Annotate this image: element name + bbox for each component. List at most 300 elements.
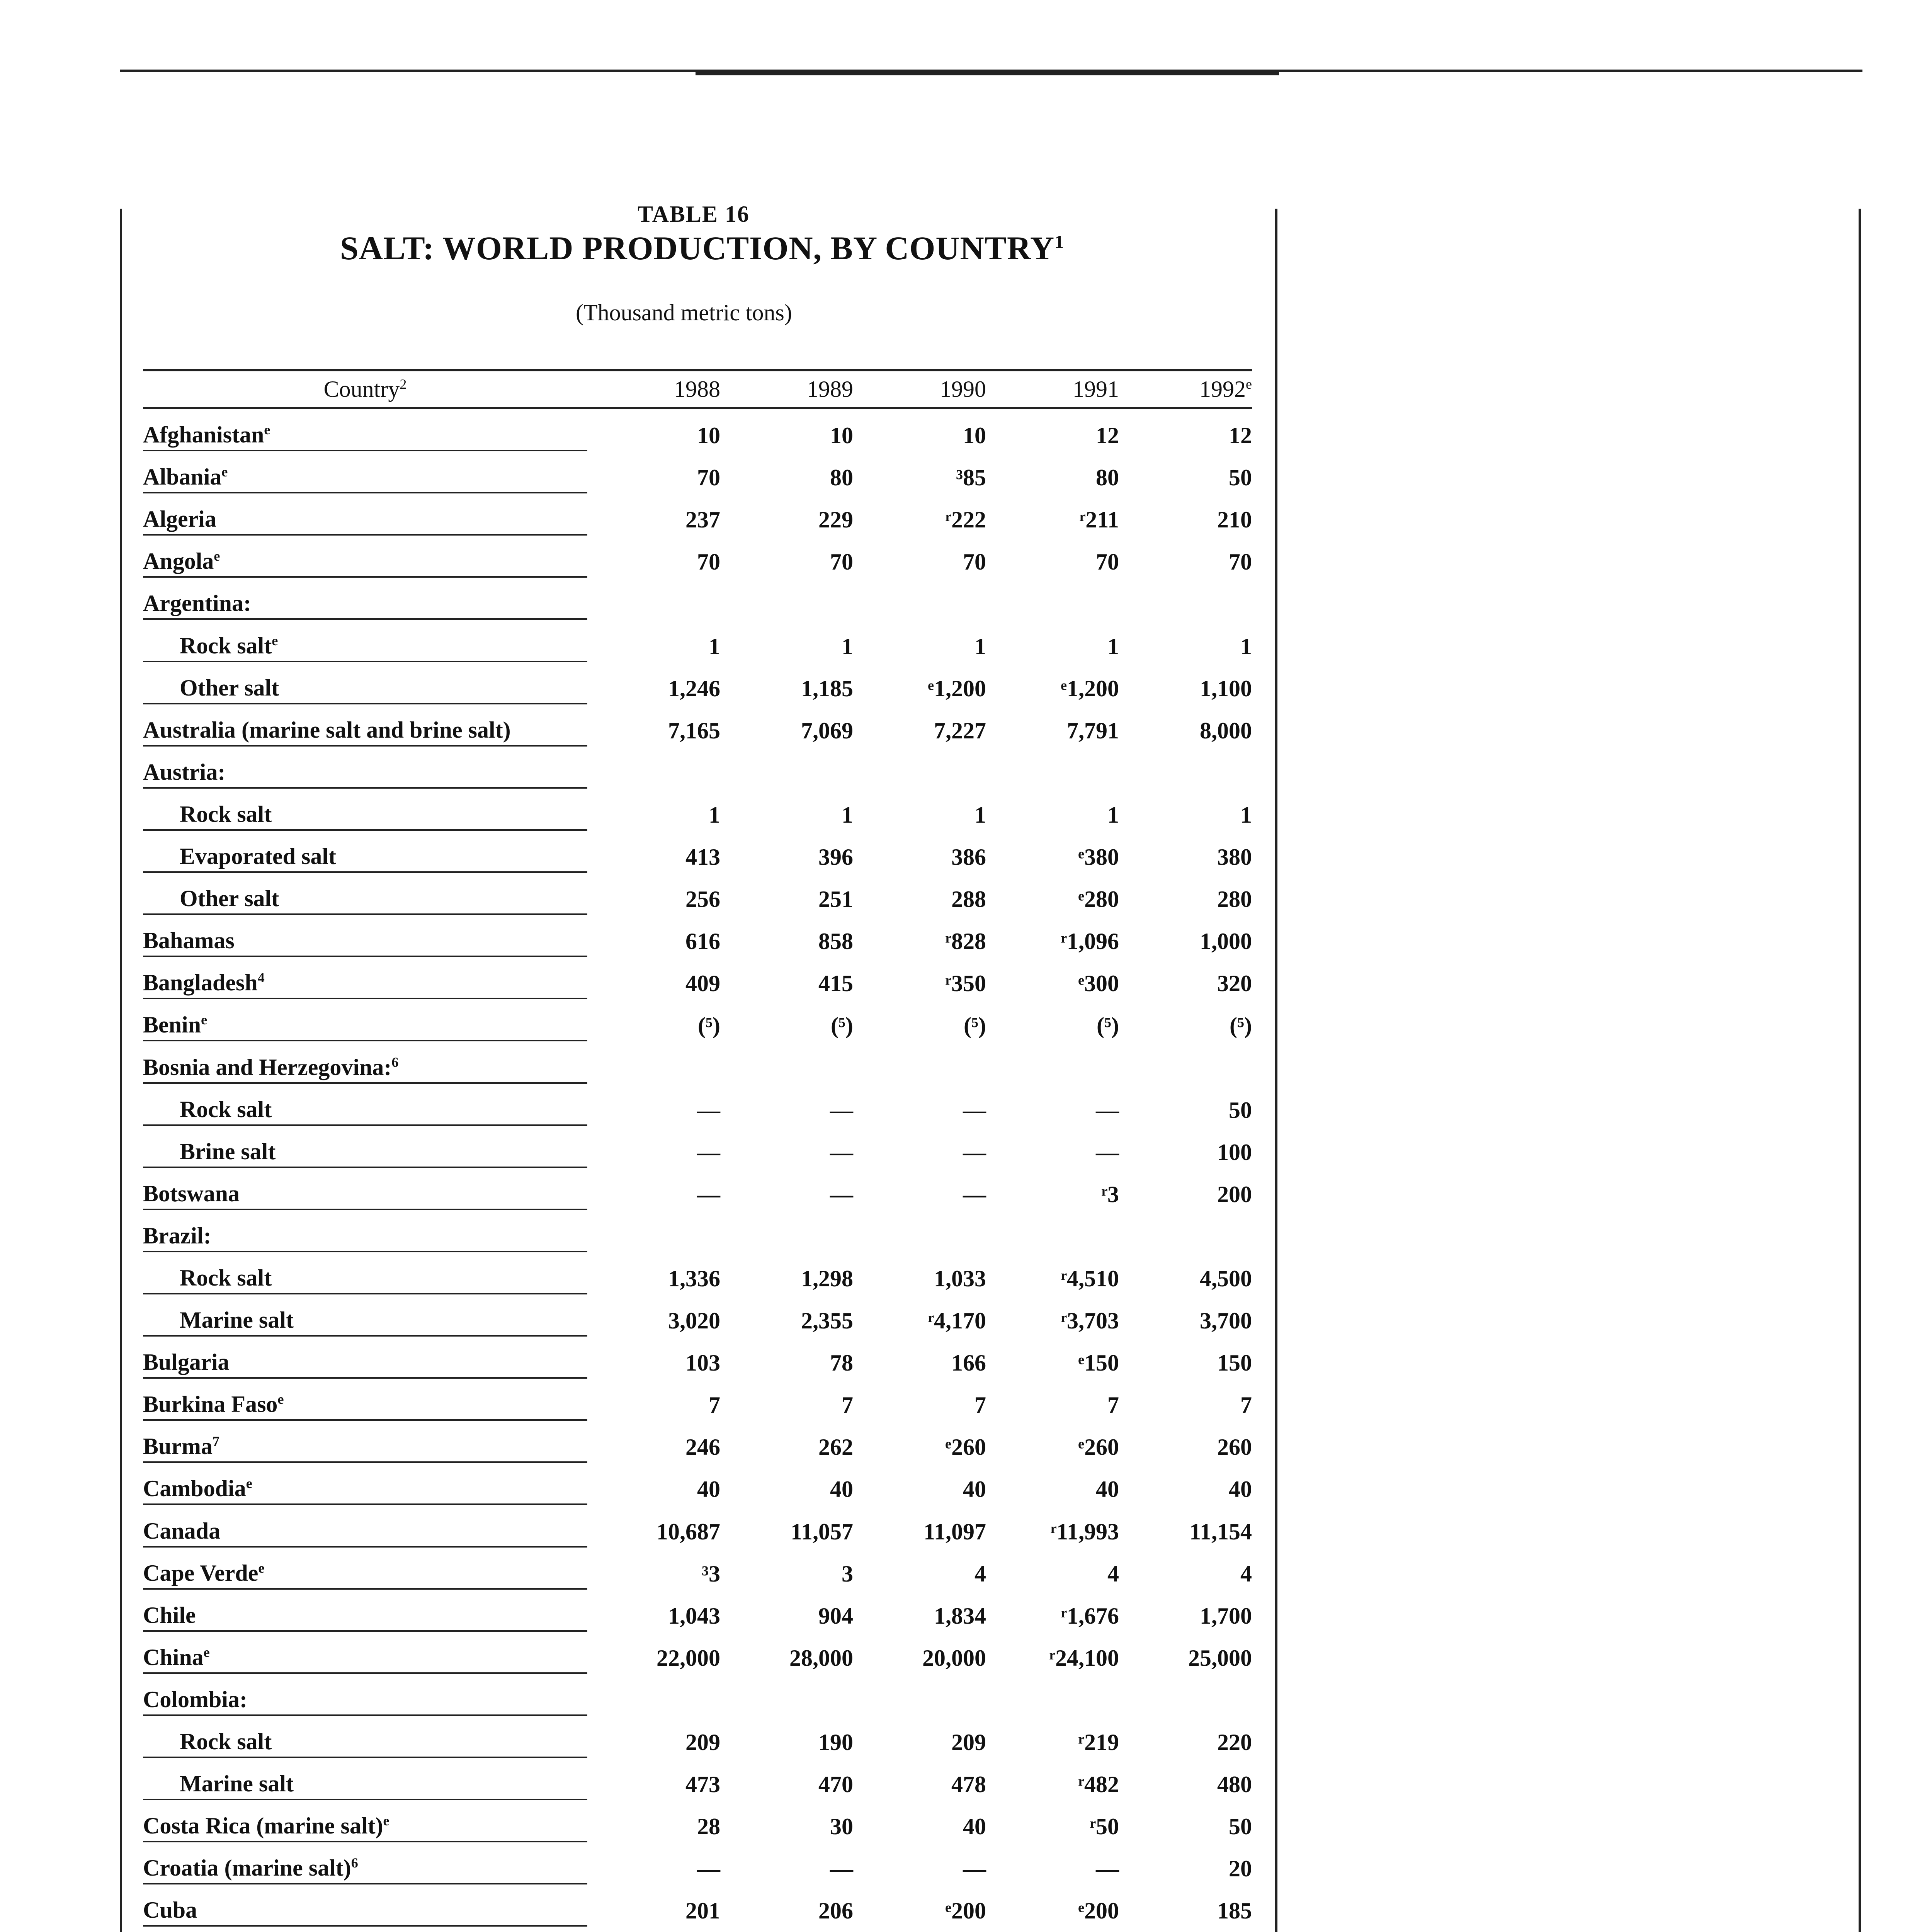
- table-row: [143, 1926, 1252, 1932]
- table-row: [143, 619, 1252, 661]
- value-cell: 1,246: [668, 675, 720, 701]
- value-cell: 209: [951, 1730, 986, 1755]
- country-cell: [143, 451, 587, 493]
- table-row: [143, 662, 1252, 704]
- value-cell: 7: [1240, 1392, 1252, 1418]
- value-cell: 2,355: [801, 1308, 853, 1334]
- country-cell: [143, 746, 587, 788]
- value-cell: 1: [842, 633, 853, 659]
- value-cell: 1,043: [668, 1603, 720, 1629]
- value-cell: 100: [1217, 1139, 1252, 1165]
- country-name: Chile: [143, 1602, 196, 1628]
- table-row: [143, 1125, 1252, 1167]
- country-cell: [143, 914, 587, 956]
- value-cell: 10: [830, 423, 853, 449]
- value-cell: 616: [685, 929, 720, 954]
- salt-production-table: [143, 369, 1252, 1932]
- table-row: [143, 914, 1252, 956]
- value-cell: 50: [1229, 465, 1252, 491]
- value-cell: [986, 1926, 1119, 1932]
- value-cell: 8,000: [1200, 718, 1252, 743]
- value-cell: 260: [1217, 1434, 1252, 1460]
- value-cell: 70: [697, 465, 720, 491]
- table-row: [143, 1842, 1252, 1884]
- value-cell: [986, 1209, 1119, 1252]
- value-cell: 50: [1229, 1814, 1252, 1840]
- value-cell: 1: [842, 802, 853, 828]
- country-cell: [143, 1757, 587, 1799]
- table-header-row: [143, 370, 1252, 408]
- value-cell: 4: [1240, 1561, 1252, 1587]
- country-note: e: [277, 1391, 284, 1407]
- country-cell: [143, 788, 587, 830]
- value-cell: —: [963, 1856, 986, 1882]
- value-cell: [587, 1926, 720, 1932]
- value-cell: [853, 1041, 986, 1083]
- value-cell: [720, 577, 853, 619]
- value-cell: 201: [685, 1898, 720, 1924]
- country-name: Evaporated salt: [180, 844, 336, 869]
- value-cell: —: [963, 1181, 986, 1207]
- right-column-rule: [1859, 209, 1861, 1932]
- value-cell: —: [830, 1139, 853, 1165]
- value-cell: (⁵): [1230, 1013, 1252, 1039]
- column-header-country-note: 2: [400, 376, 407, 392]
- country-cell: [143, 1336, 587, 1378]
- country-cell: [143, 619, 587, 661]
- value-cell: 1: [709, 802, 720, 828]
- value-cell: 11,154: [1189, 1519, 1252, 1544]
- country-name: Benin: [143, 1012, 201, 1038]
- value-cell: —: [697, 1097, 720, 1123]
- country-name: Bangladesh: [143, 970, 258, 996]
- value-cell: ᵉ260: [1078, 1434, 1119, 1460]
- country-cell: [143, 535, 587, 577]
- value-cell: 20: [1229, 1856, 1252, 1882]
- value-cell: 209: [685, 1730, 720, 1755]
- country-note: 6: [391, 1054, 399, 1070]
- table-row: [143, 1294, 1252, 1336]
- country-cell: [143, 1167, 587, 1209]
- value-cell: 237: [685, 507, 720, 533]
- country-name: Angola: [143, 548, 214, 574]
- value-cell: 220: [1217, 1730, 1252, 1755]
- value-cell: [587, 746, 720, 788]
- value-cell: 7: [842, 1392, 853, 1418]
- country-name: Marine salt: [180, 1771, 294, 1797]
- value-cell: 1,185: [801, 675, 853, 701]
- country-cell: [143, 1926, 587, 1932]
- top-rule-accent: [696, 72, 1279, 75]
- value-cell: ᵉ1,200: [1061, 675, 1119, 701]
- value-cell: 1: [1107, 633, 1119, 659]
- column-header-year: 1988: [587, 370, 720, 408]
- column-header-year: 1990: [853, 370, 986, 408]
- middle-column-rule: [1275, 209, 1277, 1932]
- value-cell: [986, 577, 1119, 619]
- value-cell: 396: [818, 844, 853, 870]
- column-header-country-label: Country: [323, 376, 400, 402]
- value-cell: 3,020: [668, 1308, 720, 1334]
- value-cell: 70: [1229, 549, 1252, 575]
- country-note: 4: [257, 970, 265, 986]
- value-cell: 1,000: [1200, 929, 1252, 954]
- table-row: [143, 535, 1252, 577]
- value-cell: [1119, 1673, 1252, 1715]
- country-cell: [143, 1378, 587, 1420]
- value-cell: 256: [685, 886, 720, 912]
- country-name: Cape Verde: [143, 1560, 259, 1586]
- table-units: (Thousand metric tons): [576, 300, 792, 325]
- value-cell: —: [830, 1856, 853, 1882]
- value-cell: 7,227: [934, 718, 986, 743]
- table-row: [143, 493, 1252, 535]
- value-cell: 1,700: [1200, 1603, 1252, 1629]
- table-row: [143, 1884, 1252, 1926]
- value-cell: 4: [1107, 1561, 1119, 1587]
- value-cell: 3: [842, 1561, 853, 1587]
- country-name: Cambodia: [143, 1476, 246, 1502]
- country-name: Albania: [143, 464, 222, 490]
- value-cell: 10,687: [656, 1519, 720, 1544]
- value-cell: 22,000: [656, 1645, 720, 1671]
- country-cell: [143, 1125, 587, 1167]
- country-note: e: [214, 548, 220, 564]
- value-cell: 20,000: [922, 1645, 986, 1671]
- table-row: [143, 1336, 1252, 1378]
- country-cell: [143, 1673, 587, 1715]
- value-cell: ʳ3: [1101, 1181, 1119, 1207]
- value-cell: 473: [685, 1772, 720, 1798]
- country-cell: [143, 1252, 587, 1294]
- table-title: [340, 229, 1064, 267]
- country-cell: [143, 704, 587, 746]
- table-row: [143, 1631, 1252, 1673]
- table-row: [143, 1420, 1252, 1462]
- country-name: Algeria: [143, 506, 216, 532]
- country-name: Rock salt: [180, 633, 272, 658]
- table-row: [143, 1504, 1252, 1546]
- value-cell: 50: [1229, 1097, 1252, 1123]
- table-row: [143, 1673, 1252, 1715]
- value-cell: 4,500: [1200, 1265, 1252, 1291]
- value-cell: (⁵): [698, 1013, 720, 1039]
- value-cell: [853, 1926, 986, 1932]
- table-row: [143, 1757, 1252, 1799]
- value-cell: 25,000: [1188, 1645, 1252, 1671]
- value-cell: ʳ24,100: [1049, 1645, 1119, 1671]
- value-cell: —: [697, 1856, 720, 1882]
- value-cell: 7,791: [1067, 718, 1119, 743]
- value-cell: 1: [1240, 633, 1252, 659]
- country-name: Bahamas: [143, 928, 235, 954]
- country-name: Rock salt: [180, 801, 272, 827]
- value-cell: ʳ3,703: [1061, 1308, 1119, 1334]
- value-cell: —: [1096, 1097, 1119, 1123]
- country-note: 7: [213, 1434, 219, 1449]
- country-name: Burkina Faso: [143, 1391, 278, 1417]
- country-cell: [143, 1420, 587, 1462]
- country-name: Other salt: [180, 886, 279, 912]
- country-cell: [143, 956, 587, 998]
- value-cell: [1119, 577, 1252, 619]
- table-row: [143, 1167, 1252, 1209]
- value-cell: [587, 1041, 720, 1083]
- country-cell: [143, 1715, 587, 1757]
- country-name: Brine salt: [180, 1138, 276, 1164]
- value-cell: [986, 1041, 1119, 1083]
- value-cell: —: [963, 1139, 986, 1165]
- value-cell: 185: [1217, 1898, 1252, 1924]
- value-cell: ᵉ200: [1078, 1898, 1119, 1924]
- value-cell: 904: [818, 1603, 853, 1629]
- value-cell: —: [963, 1097, 986, 1123]
- value-cell: 190: [818, 1730, 853, 1755]
- country-cell: [143, 1504, 587, 1546]
- value-cell: 40: [963, 1476, 986, 1502]
- value-cell: (⁵): [964, 1013, 986, 1039]
- value-cell: [1119, 1926, 1252, 1932]
- value-cell: [1119, 746, 1252, 788]
- value-cell: ʳ482: [1078, 1772, 1119, 1798]
- table-row: [143, 872, 1252, 914]
- value-cell: 480: [1217, 1772, 1252, 1798]
- table-row: [143, 1715, 1252, 1757]
- country-name: Other salt: [180, 675, 279, 701]
- value-cell: 28,000: [789, 1645, 853, 1671]
- table-row: [143, 1378, 1252, 1420]
- column-header-country: [143, 370, 587, 408]
- country-name: Bosnia and Herzegovina:: [143, 1054, 392, 1080]
- country-name: Austria:: [143, 759, 226, 785]
- country-cell: [143, 1842, 587, 1884]
- value-cell: 7,069: [801, 718, 853, 743]
- country-name: Afghanistan: [143, 422, 264, 448]
- value-cell: 70: [697, 549, 720, 575]
- value-cell: ʳ350: [945, 971, 986, 997]
- country-name: Brazil:: [143, 1223, 211, 1248]
- table-title-text: SALT: WORLD PRODUCTION, BY COUNTRY: [340, 230, 1055, 267]
- value-cell: 1,033: [934, 1265, 986, 1291]
- country-cell: [143, 1799, 587, 1842]
- value-cell: [720, 1041, 853, 1083]
- value-cell: 70: [830, 549, 853, 575]
- value-cell: ᵉ300: [1078, 971, 1119, 997]
- value-cell: 409: [685, 971, 720, 997]
- value-cell: 70: [963, 549, 986, 575]
- country-cell: [143, 1209, 587, 1252]
- table-title-note: 1: [1054, 231, 1065, 252]
- table-row: [143, 830, 1252, 872]
- country-name: Croatia (marine salt): [143, 1855, 351, 1881]
- table-row: [143, 704, 1252, 746]
- country-name: Colombia:: [143, 1686, 247, 1712]
- value-cell: ᵉ260: [945, 1434, 986, 1460]
- value-cell: 415: [818, 971, 853, 997]
- value-cell: [587, 1673, 720, 1715]
- table-row: [143, 1083, 1252, 1125]
- value-cell: 1,100: [1200, 675, 1252, 701]
- value-cell: ᵉ1,200: [928, 675, 986, 701]
- value-cell: [720, 1209, 853, 1252]
- table-row: [143, 1589, 1252, 1631]
- value-cell: —: [697, 1181, 720, 1207]
- value-cell: 28: [697, 1814, 720, 1840]
- table-row: [143, 998, 1252, 1041]
- value-cell: 280: [1217, 886, 1252, 912]
- value-cell: 40: [830, 1476, 853, 1502]
- column-header-year-label: 1992: [1199, 376, 1246, 402]
- country-cell: [143, 830, 587, 872]
- value-cell: 1: [975, 633, 986, 659]
- country-cell: [143, 872, 587, 914]
- value-cell: [720, 1926, 853, 1932]
- country-note: e: [264, 422, 270, 438]
- value-cell: 80: [830, 465, 853, 491]
- value-cell: ʳ1,676: [1061, 1603, 1119, 1629]
- value-cell: ³85: [956, 465, 986, 491]
- country-cell: [143, 1547, 587, 1589]
- table-row: [143, 577, 1252, 619]
- value-cell: 1: [1240, 802, 1252, 828]
- value-cell: 262: [818, 1434, 853, 1460]
- value-cell: ʳ50: [1090, 1814, 1119, 1840]
- value-cell: 210: [1217, 507, 1252, 533]
- value-cell: ʳ222: [945, 507, 986, 533]
- table-row: [143, 1209, 1252, 1252]
- country-name: Rock salt: [180, 1729, 272, 1754]
- value-cell: 4: [975, 1561, 986, 1587]
- table-number: TABLE 16: [638, 201, 750, 227]
- value-cell: —: [1096, 1139, 1119, 1165]
- value-cell: 7: [975, 1392, 986, 1418]
- value-cell: [853, 577, 986, 619]
- value-cell: ʳ219: [1078, 1730, 1119, 1755]
- value-cell: 70: [1096, 549, 1119, 575]
- country-cell: [143, 662, 587, 704]
- country-name: Rock salt: [180, 1265, 272, 1291]
- value-cell: [853, 1673, 986, 1715]
- value-cell: 478: [951, 1772, 986, 1798]
- value-cell: 229: [818, 507, 853, 533]
- country-cell: [143, 1041, 587, 1083]
- value-cell: 12: [1096, 423, 1119, 449]
- value-cell: 1,298: [801, 1265, 853, 1291]
- value-cell: 320: [1217, 971, 1252, 997]
- country-name: Cuba: [143, 1897, 197, 1923]
- value-cell: 1: [709, 633, 720, 659]
- table-body: [143, 408, 1252, 1932]
- table-row: [143, 408, 1252, 451]
- country-name: Marine salt: [180, 1307, 294, 1333]
- value-cell: [720, 1673, 853, 1715]
- table-row: [143, 956, 1252, 998]
- value-cell: [986, 746, 1119, 788]
- country-name: China: [143, 1644, 204, 1670]
- value-cell: ʳ1,096: [1061, 929, 1119, 954]
- country-name: Bulgaria: [143, 1349, 230, 1375]
- value-cell: ʳ828: [945, 929, 986, 954]
- value-cell: —: [830, 1097, 853, 1123]
- value-cell: [1119, 1209, 1252, 1252]
- table-row: [143, 1799, 1252, 1842]
- country-cell: [143, 408, 587, 451]
- country-cell: [143, 1083, 587, 1125]
- country-cell: [143, 1589, 587, 1631]
- value-cell: 413: [685, 844, 720, 870]
- table-row: [143, 451, 1252, 493]
- country-name: Canada: [143, 1518, 221, 1544]
- country-name: Argentina:: [143, 590, 251, 616]
- value-cell: 858: [818, 929, 853, 954]
- value-cell: 288: [951, 886, 986, 912]
- country-cell: [143, 1631, 587, 1673]
- value-cell: 12: [1229, 423, 1252, 449]
- value-cell: ᵉ200: [945, 1898, 986, 1924]
- country-name: Australia (marine salt and brine salt): [143, 717, 511, 743]
- column-header-year: 1989: [720, 370, 853, 408]
- value-cell: 40: [697, 1476, 720, 1502]
- table-row: [143, 1041, 1252, 1083]
- value-cell: 103: [685, 1350, 720, 1376]
- value-cell: 30: [830, 1814, 853, 1840]
- value-cell: 1,834: [934, 1603, 986, 1629]
- table-row: [143, 788, 1252, 830]
- value-cell: 1: [1107, 802, 1119, 828]
- value-cell: [587, 577, 720, 619]
- value-cell: —: [697, 1139, 720, 1165]
- table-row: [143, 1462, 1252, 1504]
- top-rule: [120, 70, 1862, 72]
- value-cell: ᵉ150: [1078, 1350, 1119, 1376]
- column-header-year-last: [1119, 370, 1252, 408]
- value-cell: 78: [830, 1350, 853, 1376]
- table-row: [143, 1252, 1252, 1294]
- value-cell: 40: [1096, 1476, 1119, 1502]
- country-name: Costa Rica (marine salt): [143, 1813, 383, 1839]
- value-cell: 1: [975, 802, 986, 828]
- table-row: [143, 1547, 1252, 1589]
- value-cell: 386: [951, 844, 986, 870]
- country-note: e: [258, 1560, 265, 1576]
- country-cell: [143, 1462, 587, 1504]
- value-cell: [853, 746, 986, 788]
- value-cell: [1119, 1041, 1252, 1083]
- value-cell: —: [1096, 1856, 1119, 1882]
- left-column-rule: [120, 209, 122, 1932]
- value-cell: [986, 1673, 1119, 1715]
- value-cell: ᵉ280: [1078, 886, 1119, 912]
- value-cell: 166: [951, 1350, 986, 1376]
- value-cell: [720, 746, 853, 788]
- value-cell: 200: [1217, 1181, 1252, 1207]
- country-name: Burma: [143, 1434, 213, 1459]
- value-cell: 10: [963, 423, 986, 449]
- country-note: e: [221, 464, 228, 480]
- value-cell: 40: [963, 1814, 986, 1840]
- value-cell: 11,097: [923, 1519, 986, 1544]
- value-cell: 470: [818, 1772, 853, 1798]
- value-cell: 3,700: [1200, 1308, 1252, 1334]
- country-note: 6: [351, 1855, 358, 1871]
- column-header-year-note: e: [1246, 376, 1252, 392]
- value-cell: ʳ4,170: [928, 1308, 986, 1334]
- value-cell: 206: [818, 1898, 853, 1924]
- country-note: e: [201, 1012, 207, 1028]
- value-cell: 1,336: [668, 1265, 720, 1291]
- value-cell: ᵉ380: [1078, 844, 1119, 870]
- value-cell: 7: [709, 1392, 720, 1418]
